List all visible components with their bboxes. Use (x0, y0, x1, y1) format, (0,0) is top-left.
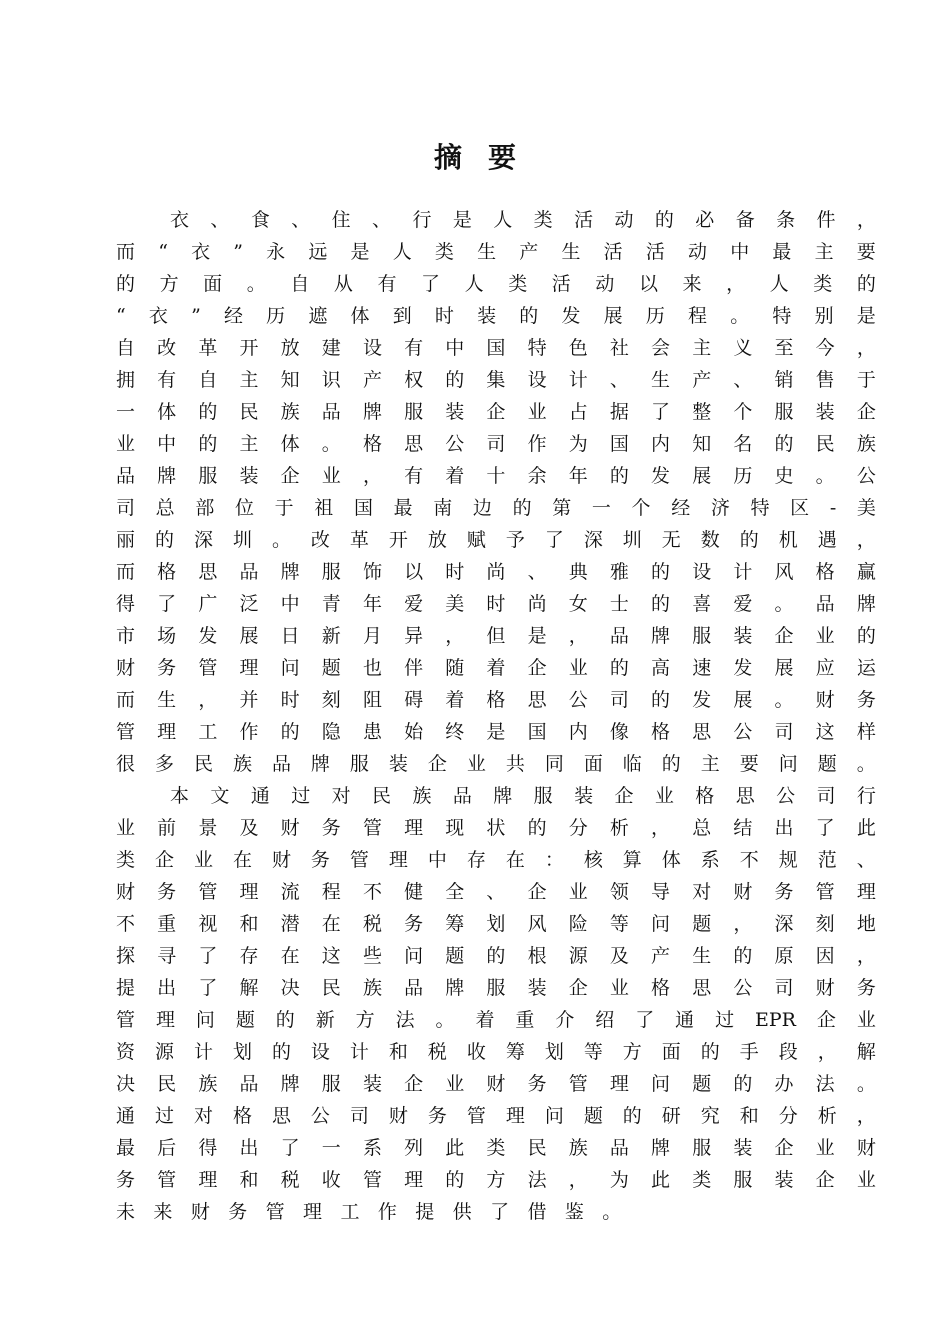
text-line: 业 前 景 及 财 务 管 理 现 状 的 分 析 ， 总 结 出 了 此 (116, 817, 876, 839)
text-line: 自 改 革 开 放 建 设 有 中 国 特 色 社 会 主 义 至 今 ， (116, 337, 876, 359)
text-line: 管 理 问 题 的 新 方 法 。 着 重 介 绍 了 通 过 EPR 企 业 (116, 1009, 876, 1031)
text-line: 而 “ 衣 ” 永 远 是 人 类 生 产 生 活 活 动 中 最 主 要 (116, 241, 876, 263)
abstract-body (116, 204, 876, 1228)
text-line: 提 出 了 解 决 民 族 品 牌 服 装 企 业 格 思 公 司 财 务 (116, 977, 876, 999)
text-line: 而 格 思 品 牌 服 饰 以 时 尚 、 典 雅 的 设 计 风 格 赢 (116, 561, 876, 583)
text-line: 丽 的 深 圳 。 改 革 开 放 赋 予 了 深 圳 无 数 的 机 遇 ， (116, 529, 876, 551)
text-line: 司 总 部 位 于 祖 国 最 南 边 的 第 一 个 经 济 特 区 - 美 (116, 497, 876, 519)
text-line: 不 重 视 和 潜 在 税 务 筹 划 风 险 等 问 题 ， 深 刻 地 (116, 913, 876, 935)
text-line: 务 管 理 和 税 收 管 理 的 方 法 ， 为 此 类 服 装 企 业 (116, 1169, 876, 1191)
text-line: 探 寻 了 存 在 这 些 问 题 的 根 源 及 产 生 的 原 因 ， (116, 945, 876, 967)
text-line: 品 牌 服 装 企 业 ， 有 着 十 余 年 的 发 展 历 史 。 公 (116, 465, 876, 487)
text-line: 一 体 的 民 族 品 牌 服 装 企 业 占 据 了 整 个 服 装 企 (116, 401, 876, 423)
text-line: 类 企 业 在 财 务 管 理 中 存 在 ： 核 算 体 系 不 规 范 、 (116, 849, 876, 871)
text-line: 财 务 管 理 问 题 也 伴 随 着 企 业 的 高 速 发 展 应 运 (116, 657, 876, 679)
text-line: 而 生 ， 并 时 刻 阻 碍 着 格 思 公 司 的 发 展 。 财 务 (116, 689, 876, 711)
text-line: 很 多 民 族 品 牌 服 装 企 业 共 同 面 临 的 主 要 问 题 。 (116, 753, 876, 775)
text-line: 管 理 工 作 的 隐 患 始 终 是 国 内 像 格 思 公 司 这 样 (116, 721, 876, 743)
text-line: 通 过 对 格 思 公 司 财 务 管 理 问 题 的 研 究 和 分 析 ， (116, 1105, 876, 1127)
text-line: 的 方 面 。 自 从 有 了 人 类 活 动 以 来 ， 人 类 的 (116, 273, 876, 295)
text-line: 市 场 发 展 日 新 月 异 ， 但 是 ， 品 牌 服 装 企 业 的 (116, 625, 876, 647)
text-line: 衣 、 食 、 住 、 行 是 人 类 活 动 的 必 备 条 件 ， (170, 209, 876, 231)
text-line: “ 衣 ” 经 历 遮 体 到 时 装 的 发 展 历 程 。 特 别 是 (116, 305, 876, 327)
text-line: 最 后 得 出 了 一 系 列 此 类 民 族 品 牌 服 装 企 业 财 (116, 1137, 876, 1159)
page-title: 摘要 (433, 141, 542, 174)
text-line: 得 了 广 泛 中 青 年 爱 美 时 尚 女 士 的 喜 爱 。 品 牌 (116, 593, 876, 615)
text-line: 本 文 通 过 对 民 族 品 牌 服 装 企 业 格 思 公 司 行 (170, 785, 876, 807)
text-line: 未 来 财 务 管 理 工 作 提 供 了 借 鉴 。 (116, 1201, 622, 1223)
text-line: 资 源 计 划 的 设 计 和 税 收 筹 划 等 方 面 的 手 段 ， 解 (116, 1041, 876, 1063)
text-line: 决 民 族 品 牌 服 装 企 业 财 务 管 理 问 题 的 办 法 。 (116, 1073, 876, 1095)
text-line: 业 中 的 主 体 。 格 思 公 司 作 为 国 内 知 名 的 民 族 (116, 433, 876, 455)
text-line: 拥 有 自 主 知 识 产 权 的 集 设 计 、 生 产 、 销 售 于 (116, 369, 876, 391)
text-line: 财 务 管 理 流 程 不 健 全 、 企 业 领 导 对 财 务 管 理 (116, 881, 876, 903)
